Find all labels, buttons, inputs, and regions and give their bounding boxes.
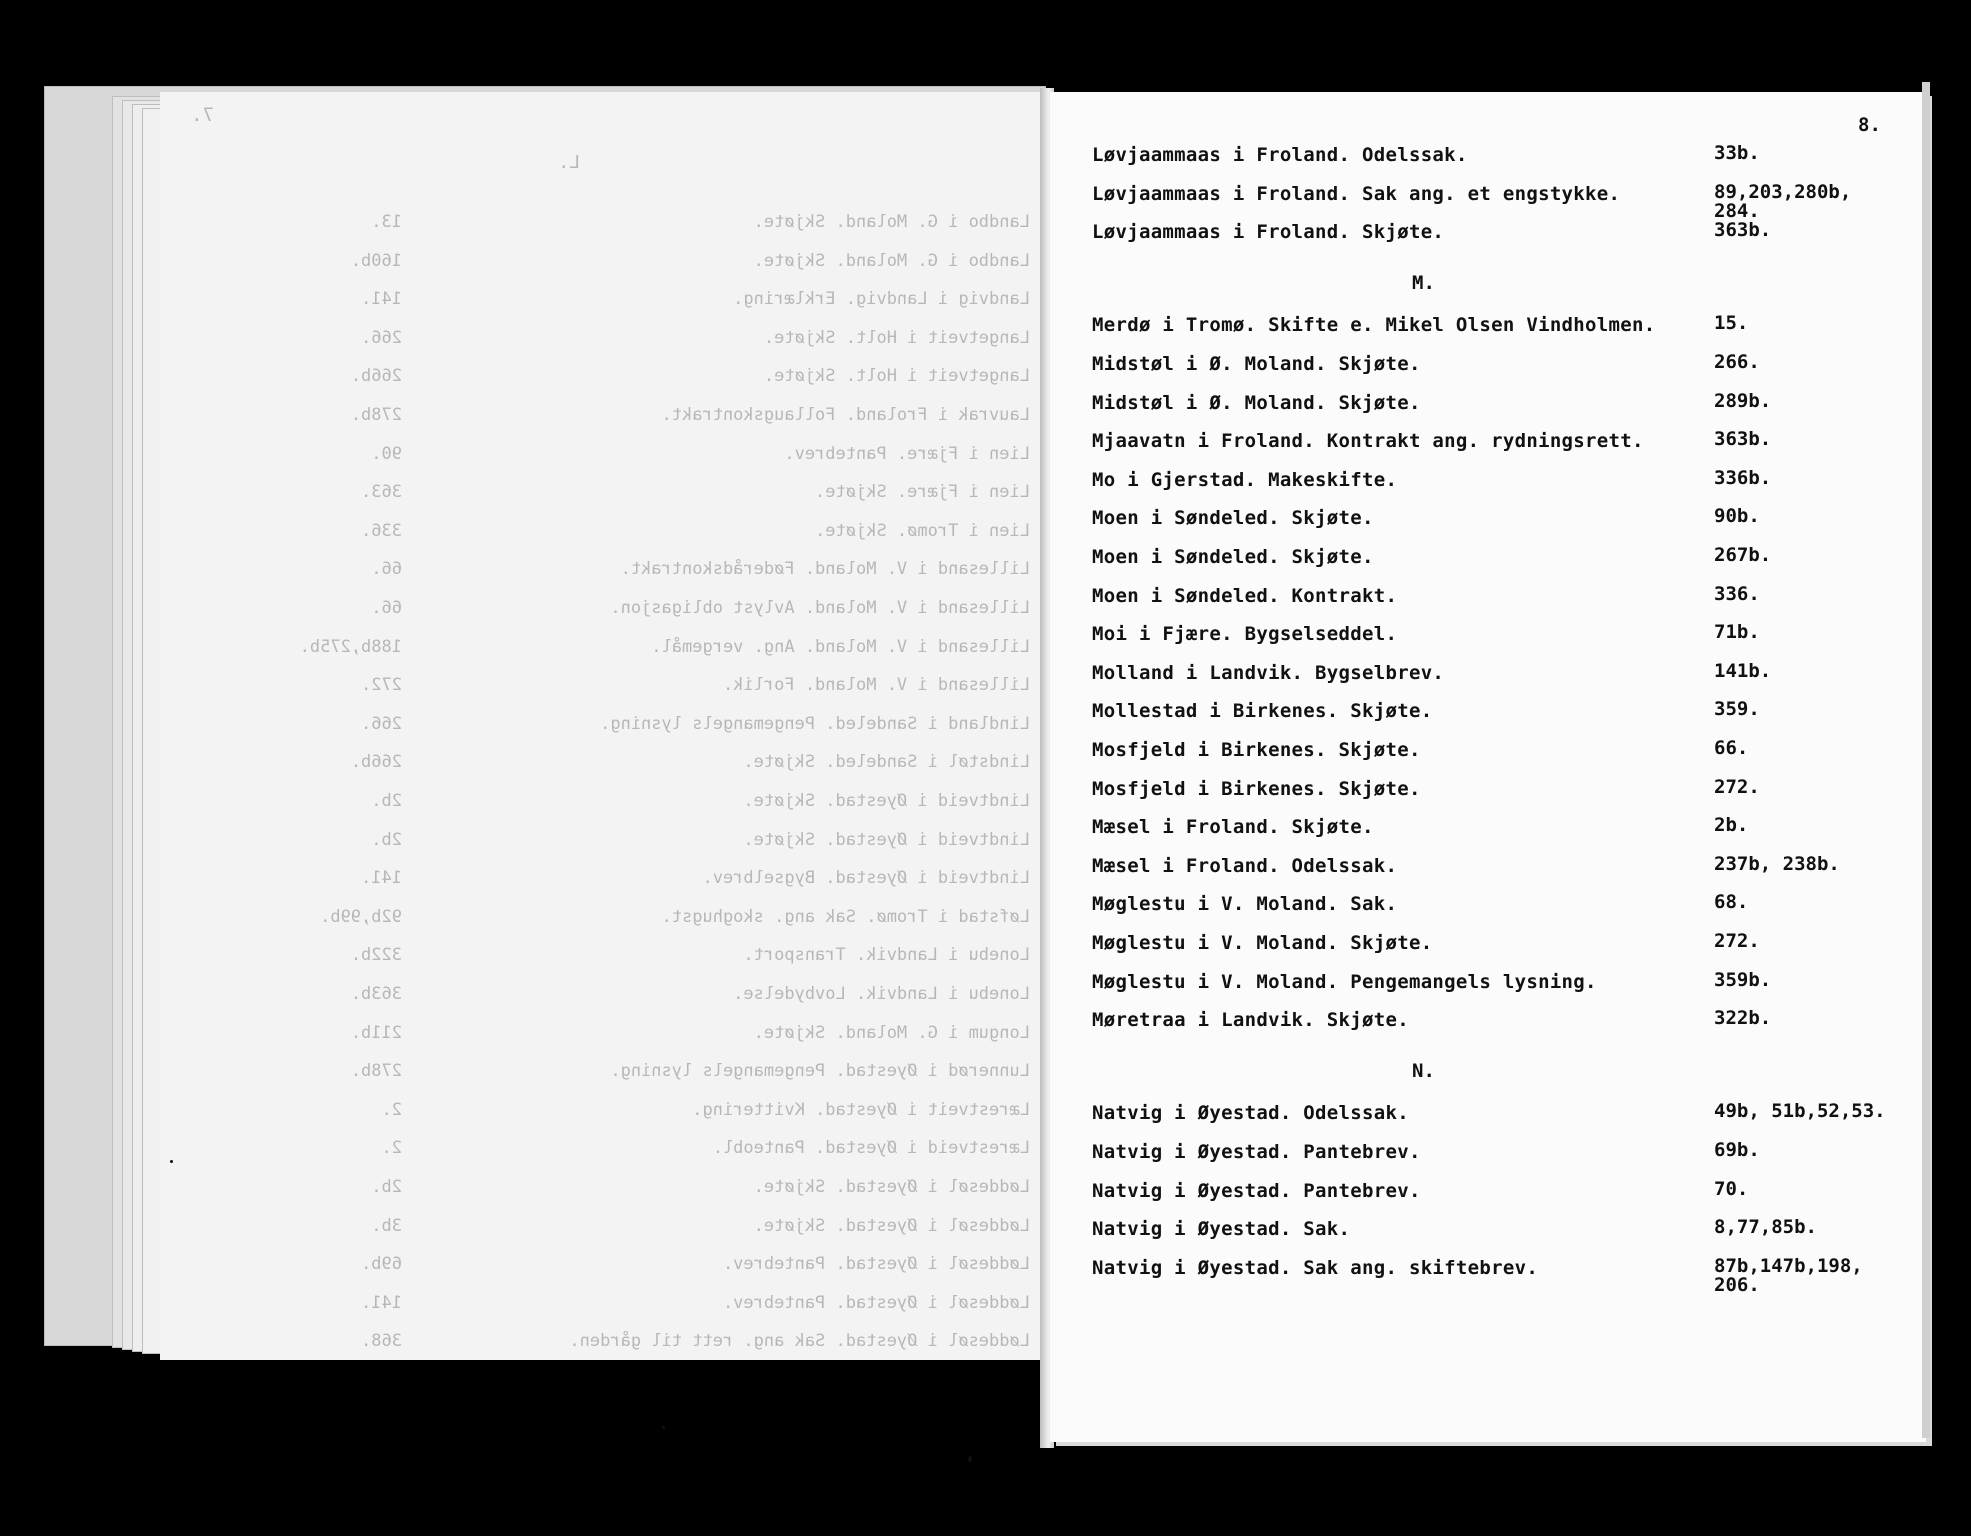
entry-text: Natvig i Øyestad. Sak.: [1092, 1218, 1351, 1241]
left-entry-text: Landbo i G. Moland. Skjøte.: [753, 212, 1030, 232]
left-entry-text: Lauvrak i Froland. Follaugskontrakt.: [661, 405, 1030, 425]
entry-text: Mosfjeld i Birkenes. Skjøte.: [1092, 777, 1421, 800]
entry-text: Natvig i Øyestad. Sak ang. skiftebrev.: [1092, 1256, 1539, 1279]
left-entry-text: Lunnerød i Øyestad. Pengemangels lysning.: [610, 1061, 1030, 1082]
left-entry-ref: 66.: [371, 559, 402, 580]
left-entry-text: Lien i Tromø. Skjøte.: [815, 520, 1030, 541]
entry-page-ref: 272.: [1714, 930, 1760, 952]
left-entry-row: [182, 1138, 1042, 1168]
left-entry-ref: 2b.: [371, 791, 402, 811]
left-entry-ref: 3b.: [371, 1215, 402, 1236]
entry-text: Midstøl i Ø. Moland. Skjøte.: [1092, 391, 1421, 414]
left-section-letter: L.: [558, 152, 580, 173]
left-entry-row: [182, 405, 1042, 435]
left-entry-row: [182, 1061, 1042, 1091]
left-entry-row: [182, 1177, 1042, 1207]
entry-page-ref: 89,203,280b, 284.: [1714, 180, 1852, 222]
left-entry-ref: 2.: [381, 1138, 402, 1159]
left-entry-row: [182, 521, 1042, 551]
left-entry-ref: 363b.: [350, 984, 402, 1004]
entry-page-ref: 15.: [1714, 312, 1749, 335]
left-entry-row: [182, 1254, 1042, 1284]
index-entry-row: [1092, 180, 1912, 222]
left-entry-text: Landvig i Landvig. Erklæring.: [733, 289, 1030, 310]
left-entry-ref: 336.: [361, 520, 402, 541]
left-entry-row: [182, 830, 1042, 860]
entry-text: Mæsel i Froland. Odelssak.: [1092, 854, 1398, 877]
entry-page-ref: 336.: [1714, 582, 1760, 605]
left-entry-row: [182, 212, 1042, 242]
entry-page-ref: 2b.: [1714, 814, 1749, 837]
index-entry-row: [1092, 932, 1912, 964]
left-entry-ref: 13.: [371, 212, 402, 232]
left-entry-ref: 272.: [361, 675, 402, 696]
index-entry-row: [1092, 1141, 1912, 1173]
index-entry-row: [1092, 546, 1912, 578]
section-letter: N.: [1412, 1059, 1435, 1082]
left-entry-row: [182, 791, 1042, 821]
left-entry-ref: 322b.: [350, 945, 402, 966]
entry-page-ref: 359.: [1714, 698, 1760, 721]
left-entry-text: Langetveit i Holt. Skjøte.: [763, 327, 1030, 348]
entry-page-ref: 322b.: [1714, 1007, 1772, 1030]
left-entry-text: Lonebu i Landvik. Lovbydelse.: [733, 984, 1030, 1004]
left-entry-row: [182, 1023, 1042, 1053]
mirrored-text-block: [160, 92, 1042, 1360]
index-entry-row: [1092, 353, 1912, 385]
left-entry-row: [182, 868, 1042, 898]
left-entry-row: [182, 714, 1042, 744]
left-entry-text: Lærestveit i Øyestad. Kvittering.: [692, 1099, 1030, 1120]
entry-page-ref: 141b.: [1714, 659, 1772, 682]
left-entry-ref: 266.: [361, 327, 402, 348]
left-entry-row: [182, 675, 1042, 705]
index-entry-row: [1092, 700, 1912, 732]
entry-text: Merdø i Tromø. Skifte e. Mikel Olsen Vindholmen.: [1092, 314, 1656, 337]
scan-speck: [170, 1160, 173, 1163]
left-entry-row: [182, 598, 1042, 628]
left-entry-text: Lindland i Sandeled. Pengemangels lysning.: [600, 713, 1030, 734]
left-entry-ref: 160b.: [350, 250, 402, 271]
left-entry-ref: 141.: [361, 868, 402, 889]
left-entry-ref: 92b,99b.: [320, 906, 402, 927]
left-entry-text: Landbo i G. Moland. Skjøte.: [753, 250, 1030, 271]
left-entry-ref: 69b.: [361, 1254, 402, 1275]
entry-text: Møretraa i Landvik. Skjøte.: [1092, 1009, 1409, 1032]
left-entry-ref: 278b.: [350, 1061, 402, 1082]
entry-page-ref: 70.: [1714, 1177, 1749, 1200]
entry-text: Natvig i Øyestad. Pantebrev.: [1092, 1179, 1421, 1202]
entry-text: Møglestu i V. Moland. Sak.: [1092, 893, 1398, 916]
left-entry-row: [182, 1331, 1042, 1360]
left-entry-ref: 66.: [371, 598, 402, 618]
entry-text: Mjaavatn i Froland. Kontrakt ang. rydningsrett.: [1092, 430, 1644, 453]
entry-page-ref: 267b.: [1714, 544, 1772, 566]
entry-page-ref: 68.: [1714, 891, 1749, 914]
left-entry-ref: 141.: [361, 289, 402, 310]
entry-page-ref: 71b.: [1714, 621, 1760, 644]
entry-page-ref: 33b.: [1714, 142, 1760, 164]
left-entry-ref: 141.: [361, 1292, 402, 1313]
index-entry-row: [1092, 968, 1912, 1003]
entry-text: Møglestu i V. Moland. Pengemangels lysning.: [1092, 970, 1597, 993]
entry-text: Moen i Søndeled. Skjøte.: [1092, 507, 1374, 530]
left-entry-row: [182, 366, 1042, 396]
entry-page-ref: 359b.: [1714, 968, 1772, 991]
left-entry-ref: 266b.: [350, 752, 402, 773]
index-entry-row: [1092, 1218, 1912, 1250]
index-entry-row: [1092, 507, 1912, 539]
index-entry-row: [1092, 659, 1912, 694]
entry-page-ref: 237b, 238b.: [1714, 852, 1840, 875]
entry-page-ref: 69b.: [1714, 1139, 1760, 1161]
left-entry-text: Løddesøl i Øyestad. Pantebrev.: [722, 1292, 1030, 1313]
entry-text: Møglestu i V. Moland. Skjøte.: [1092, 932, 1433, 954]
entry-page-ref: 266.: [1714, 351, 1760, 373]
left-entry-text: Lien i Fjære. Skjøte.: [815, 482, 1030, 503]
left-entry-ref: 266b.: [350, 366, 402, 387]
entry-text: Moi i Fjære. Bygselseddel.: [1092, 623, 1398, 646]
index-entry-row: [1092, 582, 1912, 617]
left-entry-text: Lindtveid i Øyestad. Skjøte.: [743, 791, 1030, 811]
left-entry-text: Løddesøl i Øyestad. Skjøte.: [753, 1177, 1030, 1197]
entry-text: Moen i Søndeled. Kontrakt.: [1092, 584, 1398, 607]
index-entry-row: [1092, 816, 1912, 848]
left-entry-text: Lærestveid i Øyestad. Panteobl.: [712, 1138, 1030, 1159]
left-entry-ref: 188b,275b.: [299, 636, 402, 657]
left-entry-ref: 363.: [361, 482, 402, 503]
entry-text: Mosfjeld i Birkenes. Skjøte.: [1092, 739, 1421, 761]
left-entry-text: Løddesøl i Øyestad. Skjøte.: [753, 1215, 1030, 1236]
entry-page-ref: 289b.: [1714, 389, 1772, 412]
left-entry-row: [182, 984, 1042, 1014]
entry-text: Mo i Gjerstad. Makeskifte.: [1092, 468, 1398, 491]
index-entry-row: [1092, 1177, 1912, 1212]
index-entry-row: [1092, 1009, 1912, 1041]
left-entry-text: Løfstad i Tromø. Sak ang. skoghugst.: [661, 906, 1030, 927]
entry-page-ref: 87b,147b,198, 206.: [1714, 1254, 1863, 1296]
entry-page-ref: 336b.: [1714, 466, 1772, 489]
left-entry-row: [182, 1100, 1042, 1130]
left-entry-ref: 278b.: [350, 405, 402, 425]
entry-text: Natvig i Øyestad. Pantebrev.: [1092, 1141, 1421, 1163]
index-entry-row: [1092, 221, 1912, 253]
entry-text: Molland i Landvik. Bygselbrev.: [1092, 661, 1445, 684]
entry-page-ref: 49b, 51b,52,53.: [1714, 1100, 1886, 1123]
left-entry-text: Lien i Fjære. Pantebrev.: [784, 443, 1030, 464]
left-entry-ref: 90.: [371, 443, 402, 464]
right-page: [1050, 92, 1926, 1442]
index-entry-row: [1092, 623, 1912, 655]
left-entry-text: Løddesøl i Øyestad. Pantebrev.: [722, 1254, 1030, 1275]
entry-page-ref: 363b.: [1714, 219, 1772, 242]
left-entry-row: [182, 752, 1042, 782]
entry-text: Løvjaammaas i Froland. Sak ang. et engstykke.: [1092, 182, 1621, 205]
left-entry-row: [182, 907, 1042, 937]
index-entry-row: [1092, 893, 1912, 925]
index-entry-row: [1092, 1102, 1912, 1134]
left-entry-ref: 2b.: [371, 1177, 402, 1197]
index-entry-row: [1092, 389, 1912, 424]
entry-text: Midstøl i Ø. Moland. Skjøte.: [1092, 353, 1421, 375]
entry-page-ref: 90b.: [1714, 505, 1760, 528]
left-entry-ref: 266.: [361, 713, 402, 734]
left-entry-text: Lindtveid i Øyestad. Bygselbrev.: [702, 868, 1030, 889]
left-entry-text: Lillesand i V. Moland. Føderådskontrakt.: [620, 559, 1030, 580]
entry-page-ref: 272.: [1714, 775, 1760, 798]
left-entry-ref: 368.: [361, 1331, 402, 1352]
left-entry-row: [182, 1216, 1042, 1246]
index-entry-row: [1092, 1254, 1912, 1296]
left-entry-row: [182, 637, 1042, 667]
index-entry-row: [1092, 775, 1912, 810]
left-entry-row: [182, 482, 1042, 512]
right-page-number: 8.: [1858, 114, 1881, 136]
scan-speck: [662, 1426, 665, 1429]
left-entry-row: [182, 251, 1042, 281]
entry-text: Løvjaammaas i Froland. Odelssak.: [1092, 144, 1468, 166]
left-entry-text: Lillesand i V. Moland. Forlik.: [722, 675, 1030, 696]
left-entry-row: [182, 559, 1042, 589]
left-entry-row: [182, 289, 1042, 319]
left-page: [160, 92, 1042, 1360]
left-entry-ref: 211b.: [350, 1022, 402, 1043]
entry-page-ref: 363b.: [1714, 428, 1772, 451]
page-edge: [1922, 82, 1930, 1438]
entry-page-ref: 66.: [1714, 737, 1749, 759]
index-entry-row: [1092, 314, 1912, 346]
index-entry-row: [1092, 466, 1912, 501]
entry-text: Moen i Søndeled. Skjøte.: [1092, 546, 1374, 568]
index-entry-row: [1092, 430, 1912, 462]
scan-speck: [968, 1456, 972, 1462]
left-entry-text: Lonebu i Landvik. Transport.: [743, 945, 1030, 966]
left-entry-text: Lillesand i V. Moland. Ang. vergemål.: [651, 636, 1030, 657]
left-entry-ref: 2.: [381, 1099, 402, 1120]
left-entry-text: Løddesøl i Øyestad. Sak ang. rett til gården.: [569, 1331, 1030, 1352]
left-entry-text: Lindtveid i Øyestad. Skjøte.: [743, 829, 1030, 850]
index-entry-row: [1092, 739, 1912, 771]
left-page-number: 7.: [191, 104, 214, 126]
left-entry-text: Longum i G. Moland. Skjøte.: [753, 1022, 1030, 1043]
entry-text: Natvig i Øyestad. Odelssak.: [1092, 1102, 1409, 1125]
section-letter: M.: [1412, 271, 1435, 294]
entry-text: Mæsel i Froland. Skjøte.: [1092, 816, 1374, 839]
index-entry-row: [1092, 852, 1912, 887]
entry-text: Løvjaammaas i Froland. Skjøte.: [1092, 221, 1445, 244]
left-entry-row: [182, 444, 1042, 474]
entry-page-ref: 8,77,85b.: [1714, 1216, 1817, 1239]
left-entry-row: [182, 328, 1042, 358]
entry-text: Mollestad i Birkenes. Skjøte.: [1092, 700, 1433, 723]
left-entry-text: Lillesand i V. Moland. Avlyst obligasjon.: [610, 598, 1030, 618]
left-entry-text: Lindstøl i Sandeled. Skjøte.: [743, 752, 1030, 773]
left-entry-row: [182, 945, 1042, 975]
index-entry-row: [1092, 144, 1912, 176]
left-entry-row: [182, 1293, 1042, 1323]
left-entry-ref: 2b.: [371, 829, 402, 850]
left-entry-text: Langetveit i Holt. Skjøte.: [763, 366, 1030, 387]
